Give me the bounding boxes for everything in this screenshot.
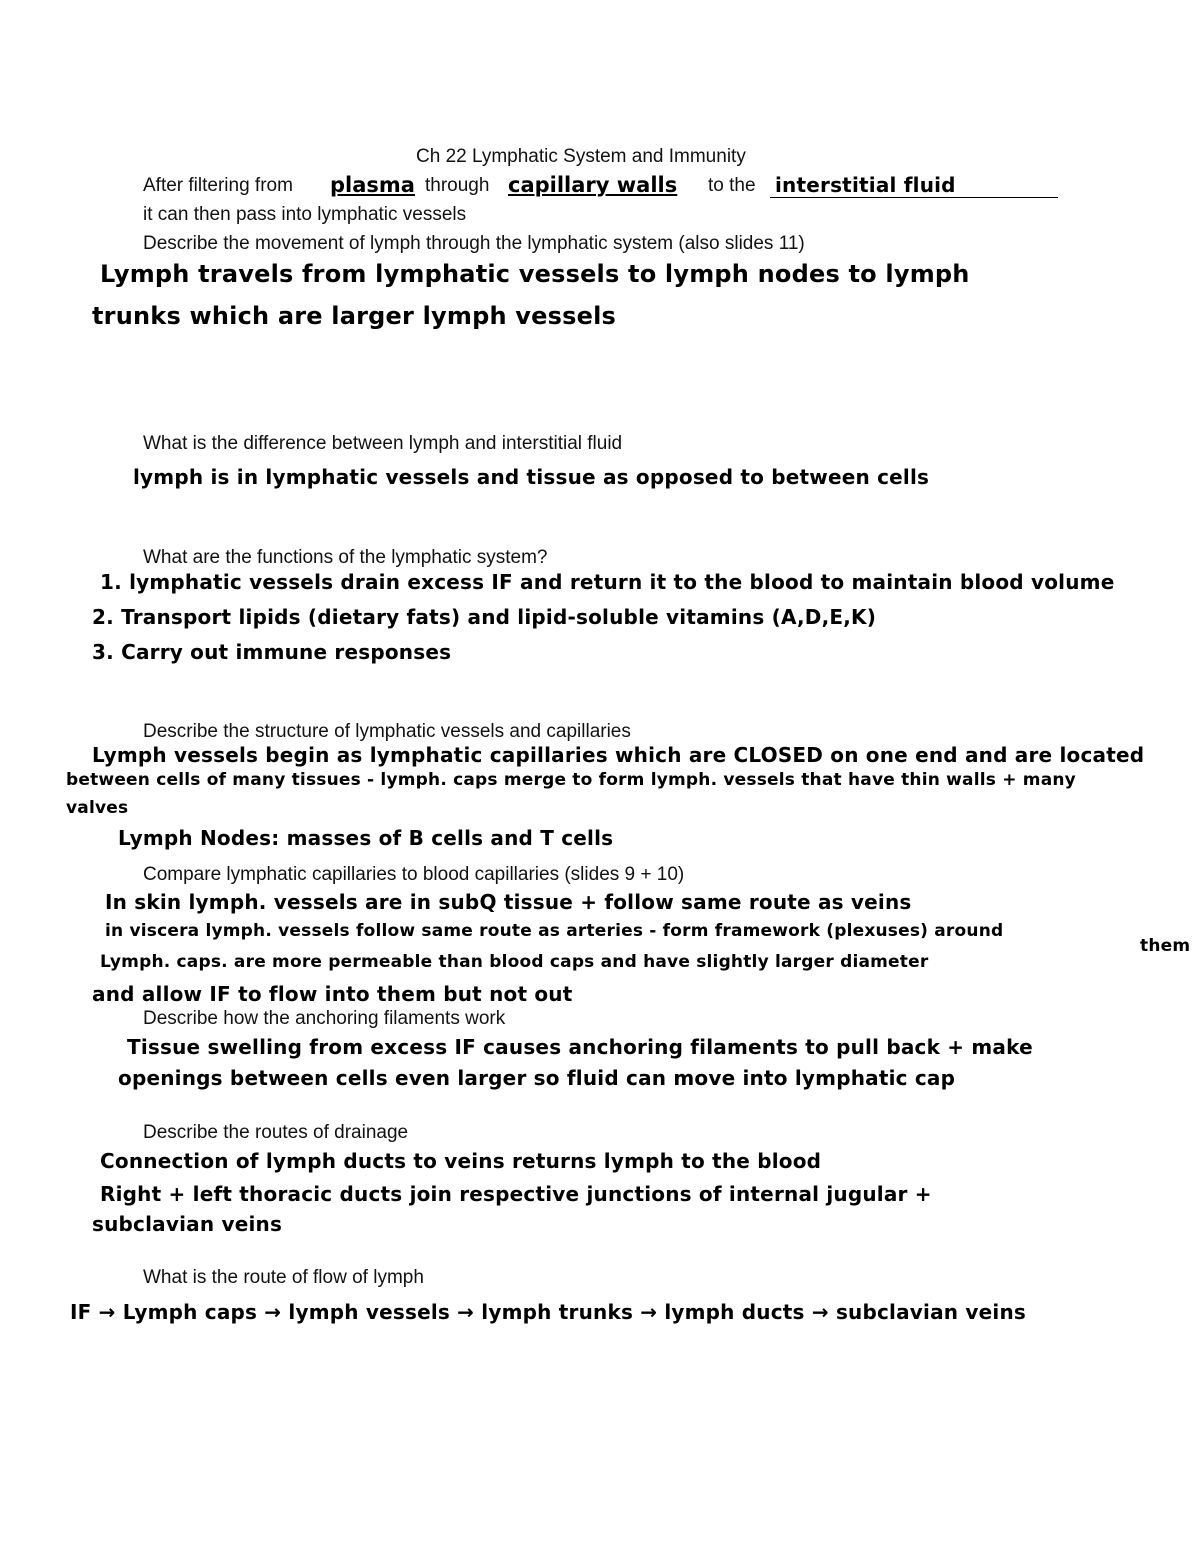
q6-question: Compare lymphatic capillaries to blood capillaries (slides 9 + 10) [143,864,685,885]
q6-answer-line-4: and allow IF to flow into them but not out [92,982,573,1006]
q5-answer-line-2: between cells of many tissues - lymph. caps merge to form lymph. vessels that have thin walls + many [66,770,1076,790]
q1-answer-interstitial-fluid: interstitial fluid [775,173,956,197]
q8-question: Describe the routes of drainage [143,1122,409,1143]
q1-answer-capillary-walls: capillary walls [508,173,678,197]
q6-answer-line-2: in viscera lymph. vessels follow same route as arteries - form framework (plexuses) around [105,921,1004,941]
page-title: Ch 22 Lymphatic System and Immunity [416,146,746,167]
q7-question: Describe how the anchoring filaments work [143,1008,506,1029]
q1-text-line2: it can then pass into lymphatic vessels [143,204,467,225]
q1-blank-line [770,197,1058,198]
q4-answer-line-2: 2. Transport lipids (dietary fats) and lipid-soluble vitamins (A,D,E,K) [92,605,877,629]
q7-answer-line-2: openings between cells even larger so fluid can move into lymphatic cap [118,1066,956,1090]
q1-text-before: After filtering from [143,175,293,196]
q3-answer-line-1: lymph is in lymphatic vessels and tissue as opposed to between cells [133,465,930,489]
q6-margin-note: them [1140,936,1191,956]
q8-answer-line-3: subclavian veins [92,1212,283,1236]
q5-answer-line-4: Lymph Nodes: masses of B cells and T cells [118,826,614,850]
q4-answer-line-1: 1. lymphatic vessels drain excess IF and return it to the blood to maintain blood volume [100,570,1115,594]
q8-answer-line-1: Connection of lymph ducts to veins returns lymph to the blood [100,1149,822,1173]
q2-question: Describe the movement of lymph through the lymphatic system (also slides 11) [143,233,805,254]
q7-answer-line-1: Tissue swelling from excess IF causes anchoring filaments to pull back + make [127,1035,1033,1059]
q9-question: What is the route of flow of lymph [143,1267,424,1288]
q6-answer-line-3: Lymph. caps. are more permeable than blood caps and have slightly larger diameter [100,952,929,972]
q5-answer-line-3: valves [66,798,129,818]
q1-text-middle: through [425,175,490,196]
q4-answer-line-3: 3. Carry out immune responses [92,640,452,664]
q6-answer-line-1: In skin lymph. vessels are in subQ tissue + follow same route as veins [105,890,912,914]
q5-answer-line-1: Lymph vessels begin as lymphatic capillaries which are CLOSED on one end and are located [92,743,1145,767]
q2-answer-line-1: Lymph travels from lymphatic vessels to lymph nodes to lymph [100,260,970,288]
q5-question: Describe the structure of lymphatic vessels and capillaries [143,721,631,742]
q8-answer-line-2: Right + left thoracic ducts join respective junctions of internal jugular + [100,1182,932,1206]
q4-question: What are the functions of the lymphatic system? [143,547,548,568]
q9-answer-line-1: IF → Lymph caps → lymph vessels → lymph trunks → lymph ducts → subclavian veins [70,1300,1026,1324]
q3-question: What is the difference between lymph and interstitial fluid [143,433,623,454]
q1-text-after: to the [708,175,756,196]
q1-answer-plasma: plasma [330,173,415,197]
q2-answer-line-2: trunks which are larger lymph vessels [92,302,616,330]
